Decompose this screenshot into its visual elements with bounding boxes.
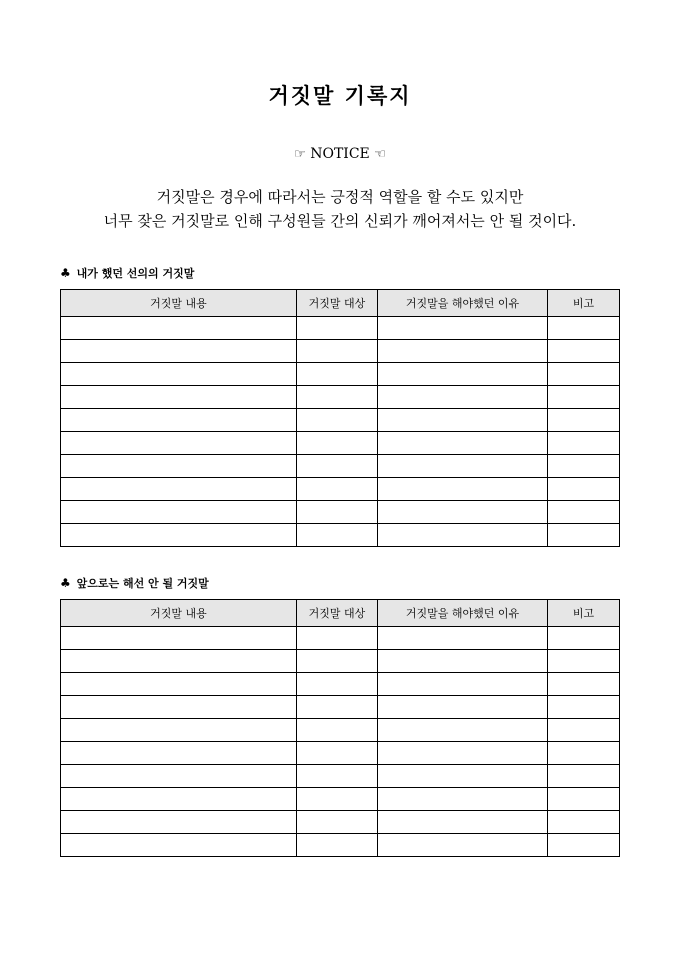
cell-reason[interactable]: [378, 627, 548, 650]
cell-reason[interactable]: [378, 696, 548, 719]
cell-note[interactable]: [548, 386, 620, 409]
cell-content[interactable]: [61, 478, 297, 501]
table-row: [61, 788, 620, 811]
cell-reason[interactable]: [378, 742, 548, 765]
intro-text: [0, 185, 680, 233]
column-header-content: 거짓말 내용: [61, 600, 297, 627]
notice-text: NOTICE: [310, 146, 370, 162]
cell-content[interactable]: [61, 719, 297, 742]
cell-reason[interactable]: [378, 719, 548, 742]
cell-note[interactable]: [548, 765, 620, 788]
column-header-target: 거짓말 대상: [297, 290, 378, 317]
cell-reason[interactable]: [378, 811, 548, 834]
cell-reason[interactable]: [378, 501, 548, 524]
table-header-row: [61, 290, 620, 317]
column-header-note: 비고: [548, 290, 620, 317]
table-row: [61, 765, 620, 788]
cell-note[interactable]: [548, 788, 620, 811]
cell-target[interactable]: [297, 386, 378, 409]
cell-content[interactable]: [61, 432, 297, 455]
cell-content[interactable]: [61, 742, 297, 765]
section-heading-white-lies: [60, 265, 194, 281]
cell-reason[interactable]: [378, 317, 548, 340]
cell-content[interactable]: [61, 811, 297, 834]
cell-reason[interactable]: [378, 432, 548, 455]
forbidden-lies-table: [60, 599, 620, 857]
cell-content[interactable]: [61, 317, 297, 340]
cell-content[interactable]: [61, 834, 297, 857]
column-header-content: 거짓말 내용: [61, 290, 297, 317]
cell-target[interactable]: [297, 811, 378, 834]
column-header-reason: 거짓말을 해야했던 이유: [378, 600, 548, 627]
cell-note[interactable]: [548, 627, 620, 650]
cell-note[interactable]: [548, 455, 620, 478]
cell-note[interactable]: [548, 340, 620, 363]
cell-content[interactable]: [61, 386, 297, 409]
table-row: [61, 340, 620, 363]
cell-content[interactable]: [61, 627, 297, 650]
cell-note[interactable]: [548, 478, 620, 501]
table-row: [61, 811, 620, 834]
cell-note[interactable]: [548, 719, 620, 742]
cell-content[interactable]: [61, 788, 297, 811]
cell-content[interactable]: [61, 673, 297, 696]
table-row: [61, 650, 620, 673]
cell-reason[interactable]: [378, 340, 548, 363]
cell-reason[interactable]: [378, 386, 548, 409]
cell-target[interactable]: [297, 765, 378, 788]
club-icon: ♣: [60, 576, 71, 590]
column-header-reason: 거짓말을 해야했던 이유: [378, 290, 548, 317]
cell-reason[interactable]: [378, 650, 548, 673]
cell-reason[interactable]: [378, 834, 548, 857]
cell-reason[interactable]: [378, 788, 548, 811]
intro-line-1: 거짓말은 경우에 따라서는 긍정적 역할을 할 수도 있지만: [156, 188, 524, 206]
table-row: [61, 742, 620, 765]
cell-reason[interactable]: [378, 455, 548, 478]
column-header-target: 거짓말 대상: [297, 600, 378, 627]
table-row: [61, 524, 620, 547]
cell-content[interactable]: [61, 455, 297, 478]
cell-content[interactable]: [61, 524, 297, 547]
cell-reason[interactable]: [378, 363, 548, 386]
cell-target[interactable]: [297, 788, 378, 811]
cell-note[interactable]: [548, 742, 620, 765]
cell-target[interactable]: [297, 650, 378, 673]
cell-note[interactable]: [548, 673, 620, 696]
cell-reason[interactable]: [378, 478, 548, 501]
page-title: 거짓말 기록지: [268, 83, 412, 108]
cell-reason[interactable]: [378, 409, 548, 432]
cell-note[interactable]: [548, 363, 620, 386]
cell-content[interactable]: [61, 340, 297, 363]
cell-target[interactable]: [297, 696, 378, 719]
table-row: [61, 432, 620, 455]
cell-target[interactable]: [297, 627, 378, 650]
cell-content[interactable]: [61, 501, 297, 524]
cell-note[interactable]: [548, 811, 620, 834]
cell-content[interactable]: [61, 363, 297, 386]
cell-target[interactable]: [297, 742, 378, 765]
cell-note[interactable]: [548, 317, 620, 340]
table-row: [61, 673, 620, 696]
section-heading-text: 앞으로는 해선 안 될 거짓말: [76, 577, 209, 590]
cell-target[interactable]: [297, 673, 378, 696]
cell-note[interactable]: [548, 409, 620, 432]
table-row: [61, 478, 620, 501]
pointing-right-hand-icon: ☞: [294, 147, 306, 162]
cell-target[interactable]: [297, 409, 378, 432]
cell-note[interactable]: [548, 650, 620, 673]
column-header-note: 비고: [548, 600, 620, 627]
table-row: [61, 363, 620, 386]
cell-reason[interactable]: [378, 673, 548, 696]
table-header-row: [61, 600, 620, 627]
table-row: [61, 627, 620, 650]
table-row: [61, 409, 620, 432]
table-row: [61, 696, 620, 719]
cell-target[interactable]: [297, 340, 378, 363]
cell-reason[interactable]: [378, 765, 548, 788]
cell-target[interactable]: [297, 719, 378, 742]
cell-note[interactable]: [548, 524, 620, 547]
section-heading-text: 내가 했던 선의의 거짓말: [76, 267, 195, 280]
cell-note[interactable]: [548, 501, 620, 524]
white-lies-table: [60, 289, 620, 547]
cell-note[interactable]: [548, 432, 620, 455]
cell-content[interactable]: [61, 765, 297, 788]
cell-target[interactable]: [297, 455, 378, 478]
table-row: [61, 719, 620, 742]
cell-target[interactable]: [297, 363, 378, 386]
notice-label: [0, 146, 680, 162]
cell-target[interactable]: [297, 501, 378, 524]
table-row: [61, 386, 620, 409]
cell-content[interactable]: [61, 409, 297, 432]
cell-reason[interactable]: [378, 524, 548, 547]
cell-target[interactable]: [297, 834, 378, 857]
cell-target[interactable]: [297, 317, 378, 340]
intro-line-2: 너무 잦은 거짓말로 인해 구성원들 간의 신뢰가 깨어져서는 안 될 것이다.: [103, 212, 577, 230]
cell-note[interactable]: [548, 834, 620, 857]
section-heading-forbidden-lies: [60, 575, 209, 591]
table-row: [61, 317, 620, 340]
club-icon: ♣: [60, 266, 71, 280]
cell-content[interactable]: [61, 696, 297, 719]
cell-target[interactable]: [297, 432, 378, 455]
cell-target[interactable]: [297, 524, 378, 547]
table-row: [61, 834, 620, 857]
cell-note[interactable]: [548, 696, 620, 719]
cell-target[interactable]: [297, 478, 378, 501]
table-row: [61, 501, 620, 524]
pointing-left-hand-icon: ☜: [374, 147, 386, 162]
table-row: [61, 455, 620, 478]
cell-content[interactable]: [61, 650, 297, 673]
